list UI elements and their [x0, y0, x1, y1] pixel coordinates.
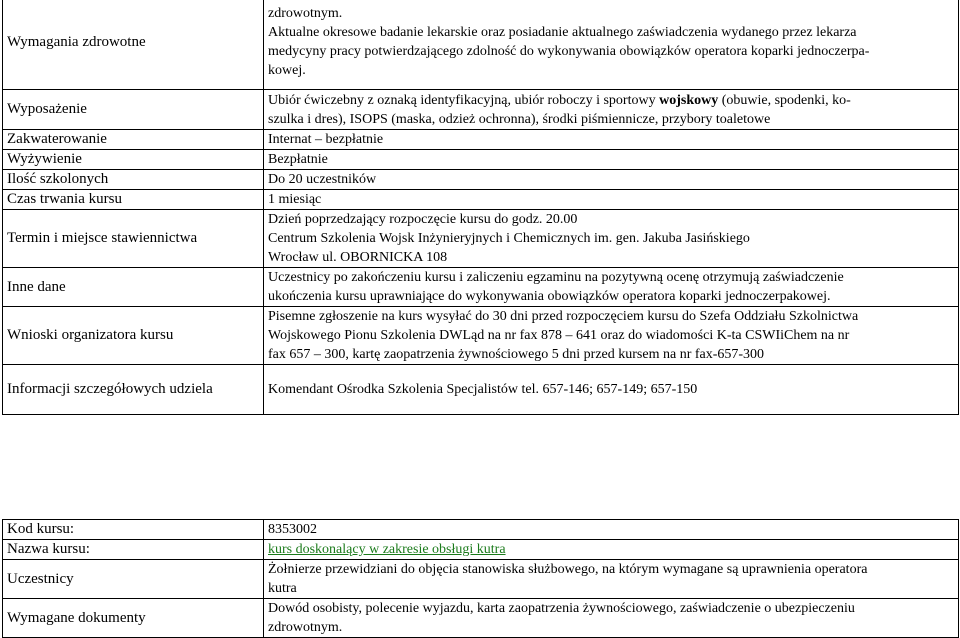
value-line: Aktualne okresowe badanie lekarskie oraz posiadanie aktualnego zaświadczenia wydanego przez lekarza	[268, 25, 857, 40]
value-bold-text: wojskowy	[659, 92, 719, 108]
row-value	[264, 210, 959, 268]
row-label: Ilość szkolonych	[3, 170, 264, 190]
row-value	[264, 560, 959, 599]
row-label: Wnioski organizatora kursu	[3, 307, 264, 365]
value-text: Ubiór ćwiczebny z oznaką identyfikacyjną, ubiór roboczy i sportowy	[268, 92, 660, 108]
row-label: Informacji szczegółowych udziela	[3, 365, 264, 415]
table-row	[3, 540, 959, 560]
table-row	[3, 170, 959, 190]
table-row	[3, 210, 959, 268]
row-value: Internat – bezpłatnie	[264, 130, 959, 150]
row-label: Czas trwania kursu	[3, 190, 264, 210]
table-row	[3, 520, 959, 540]
row-value	[264, 90, 959, 130]
value-line: Wrocław ul. OBORNICKA 108	[268, 250, 448, 265]
row-value: 1 miesiąc	[264, 190, 959, 210]
course-summary-table	[2, 519, 959, 638]
value-line: Dzień poprzedzający rozpoczęcie kursu do godz. 20.00	[268, 212, 578, 227]
row-label: Wymagane dokumenty	[3, 599, 264, 638]
table-row	[3, 130, 959, 150]
row-value	[264, 307, 959, 365]
course-code: 8353002	[264, 520, 959, 540]
value-line: fax 657 – 300, kartę zaopatrzenia żywnościowego 5 dni przed kursem na nr fax-657-300	[268, 347, 765, 362]
value-line: Centrum Szkolenia Wojsk Inżynieryjnych i Chemicznych im. gen. Jakuba Jasińskiego	[268, 231, 750, 246]
row-label: Wyżywienie	[3, 150, 264, 170]
row-value: Komendant Ośrodka Szkolenia Specjalistów tel. 657-146; 657-149; 657-150	[264, 365, 959, 415]
row-label: Zakwaterowanie	[3, 130, 264, 150]
row-value	[264, 0, 959, 90]
course-name	[264, 540, 959, 560]
row-label: Nazwa kursu:	[3, 540, 264, 560]
row-label: Wymagania zdrowotne	[3, 0, 264, 90]
value-line: zdrowotnym.	[268, 620, 343, 635]
value-line: Żołnierze przewidziani do objęcia stanowiska służbowego, na którym wymagane są uprawnienia operatora	[268, 562, 868, 577]
table-row	[3, 268, 959, 307]
row-label: Inne dane	[3, 268, 264, 307]
value-line	[268, 91, 954, 110]
row-value: Do 20 uczestników	[264, 170, 959, 190]
value-line: Wojskowego Pionu Szkolenia DWLąd na nr fax 878 – 641 oraz do wiadomości K-ta CSWIiChem na nr	[268, 328, 850, 343]
value-line: Pisemne zgłoszenie na kurs wysyłać do 30 dni przed rozpoczęciem kursu do Szefa Oddziału Szkolnictwa	[268, 309, 859, 324]
table-row	[3, 307, 959, 365]
course-name-link: kurs doskonalący w zakresie obsługi kutra	[268, 542, 506, 557]
value-line: szulka i dres), ISOPS (maska, odzież ochronna), środki piśmiennicze, przybory toaletowe	[268, 111, 771, 127]
value-line: kowej.	[268, 63, 306, 78]
value-line: ukończenia kursu uprawniające do wykonywania obowiązków operatora koparki jednoczerpakowej.	[268, 289, 831, 304]
row-value	[264, 268, 959, 307]
row-label: Wyposażenie	[3, 90, 264, 130]
table-row	[3, 560, 959, 599]
row-label: Uczestnicy	[3, 560, 264, 599]
value-line: kutra	[268, 581, 297, 596]
table-row	[3, 150, 959, 170]
value-line: zdrowotnym.	[268, 6, 343, 21]
table-row	[3, 0, 959, 90]
row-value: Bezpłatnie	[264, 150, 959, 170]
table-row	[3, 190, 959, 210]
course-details-table	[2, 0, 959, 415]
value-text: (obuwie, spodenki, ko-	[718, 92, 851, 108]
value-line: medycyny pracy potwierdzającego zdolność do wykonywania obowiązków operatora koparki jednoczerpa-	[268, 44, 870, 59]
table-row	[3, 90, 959, 130]
row-value	[264, 599, 959, 638]
row-label: Termin i miejsce stawiennictwa	[3, 210, 264, 268]
row-label: Kod kursu:	[3, 520, 264, 540]
table-row	[3, 365, 959, 415]
value-line: Uczestnicy po zakończeniu kursu i zaliczeniu egzaminu na pozytywną ocenę otrzymują zaświadczenie	[268, 270, 844, 285]
table-row	[3, 599, 959, 638]
value-line: Dowód osobisty, polecenie wyjazdu, karta zaopatrzenia żywnościowego, zaświadczenie o ubezpieczeniu	[268, 601, 855, 616]
